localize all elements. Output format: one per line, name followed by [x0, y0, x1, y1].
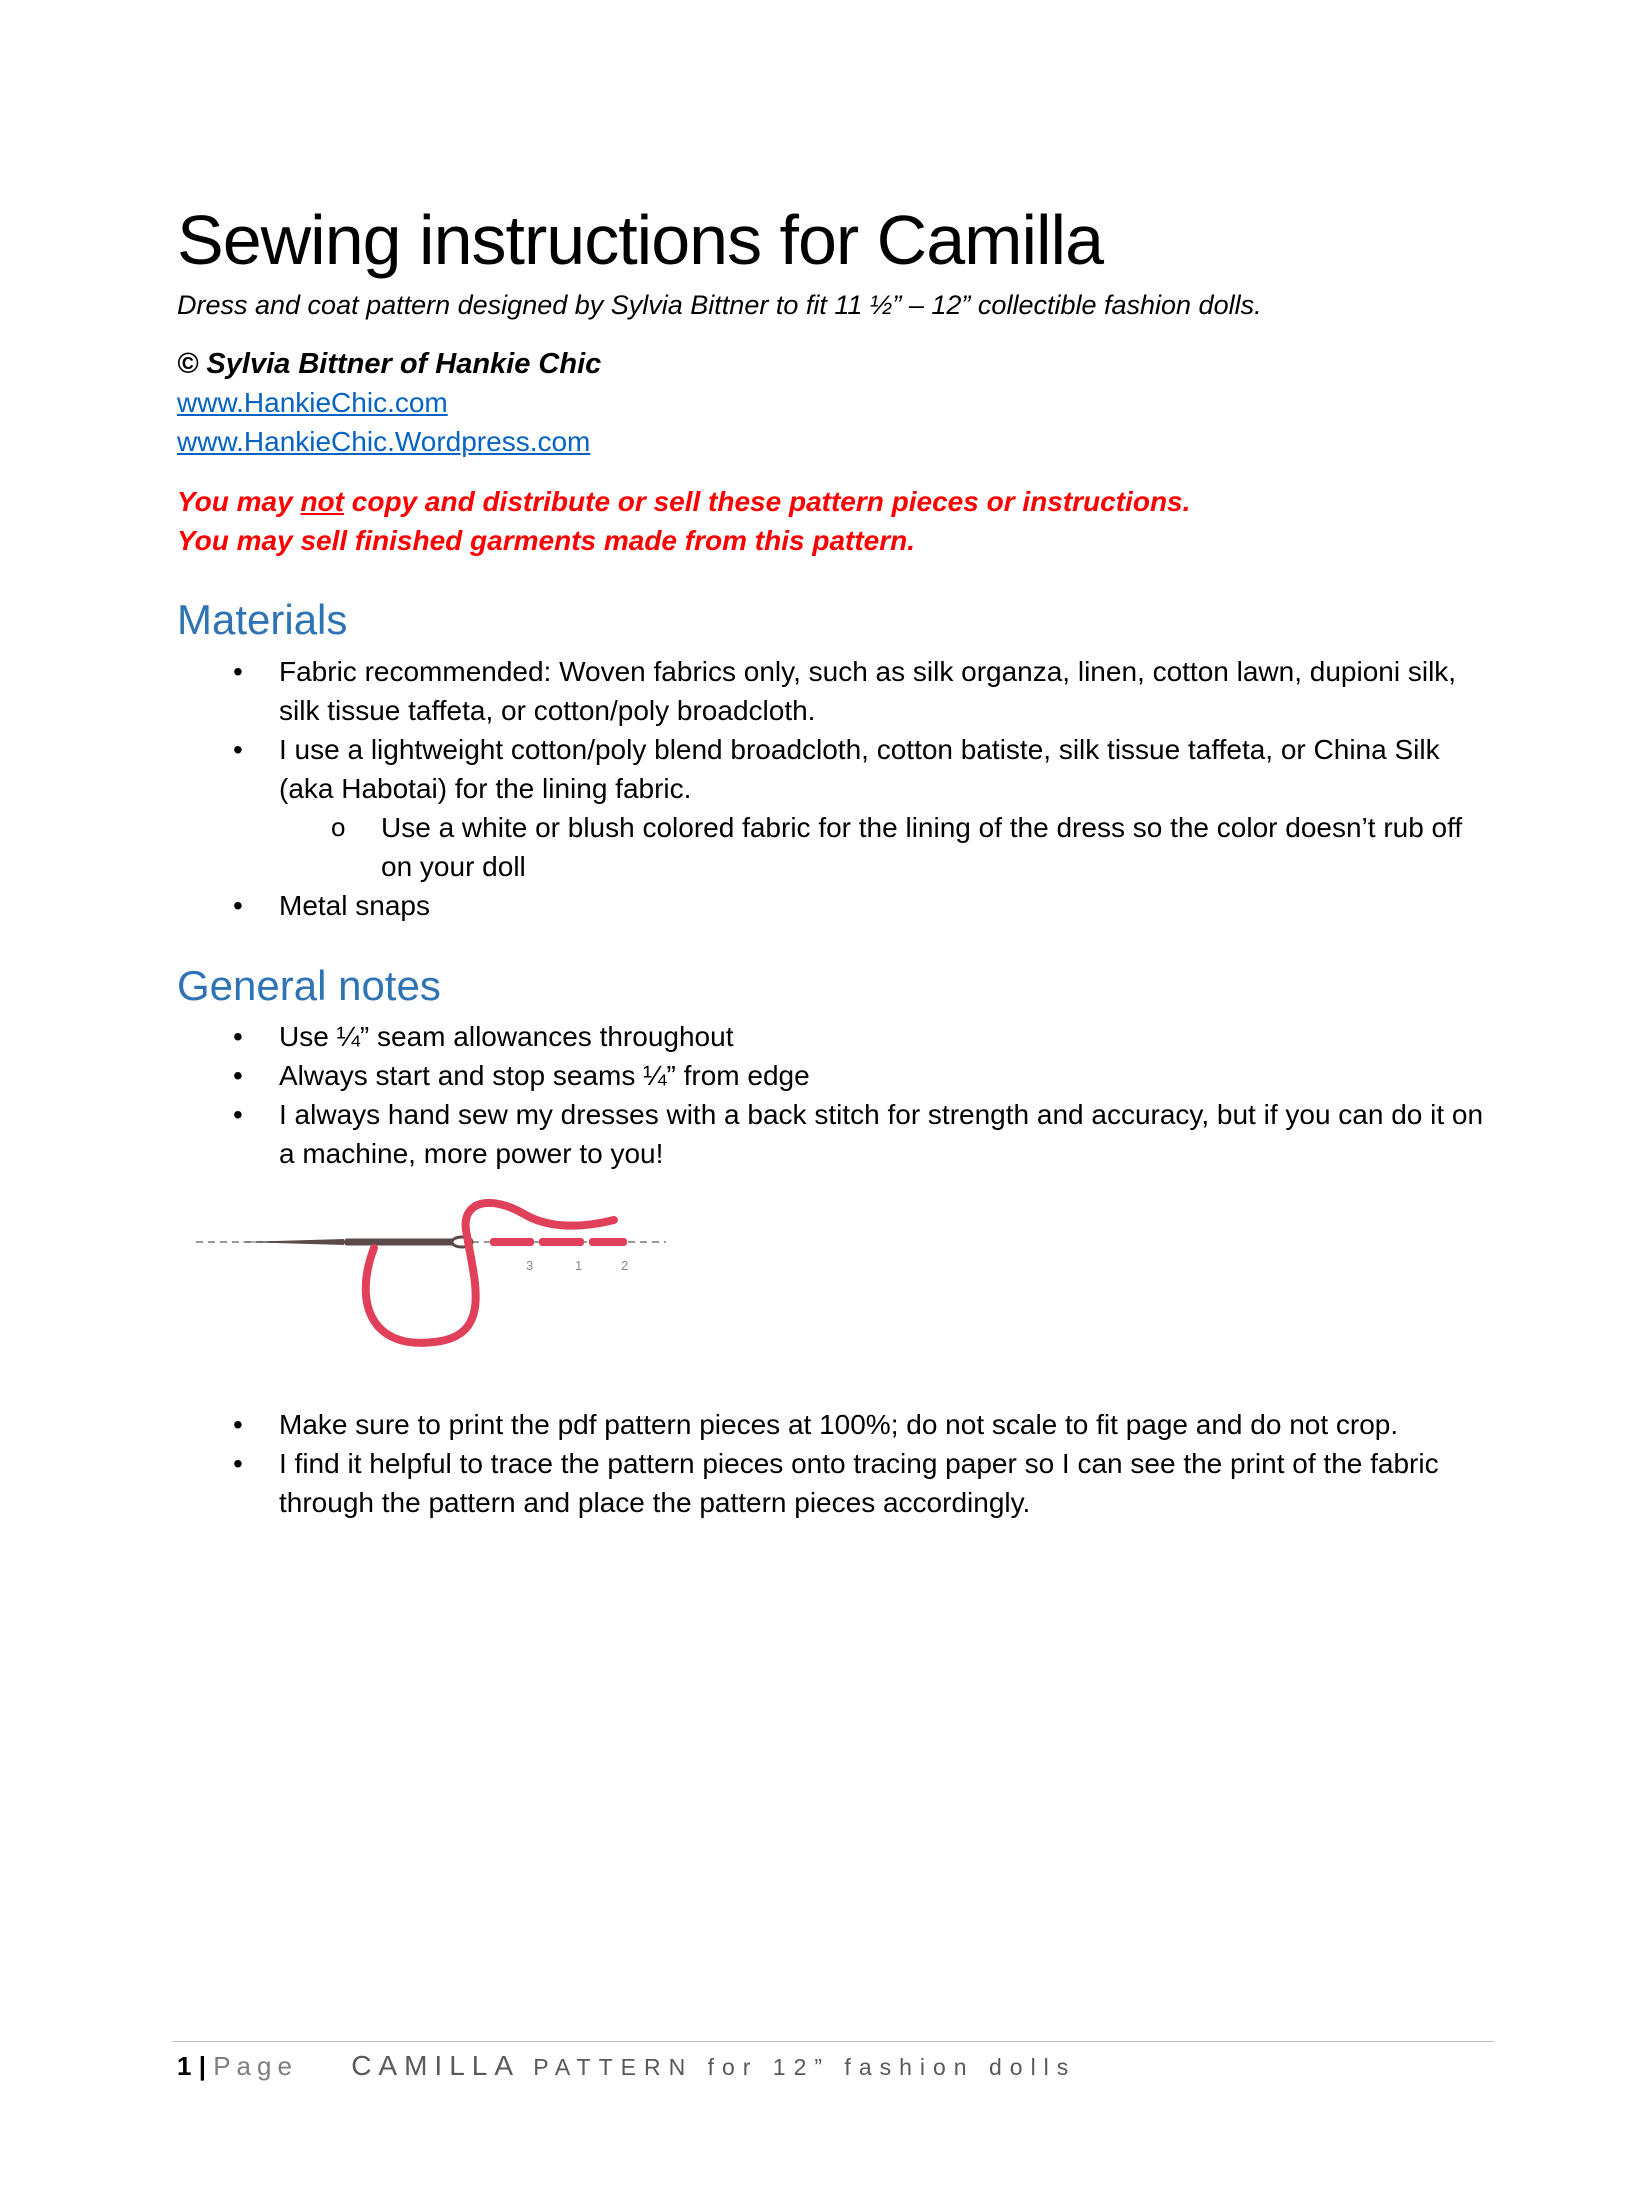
bullet-icon: •	[233, 1099, 243, 1130]
list-item: • Always start and stop seams ¼” from edge	[177, 1056, 1497, 1095]
page-title: Sewing instructions for Camilla	[177, 201, 1104, 279]
bullet-icon: •	[233, 1021, 243, 1052]
page-label: Page	[213, 2051, 298, 2081]
back-stitch-illustration	[194, 1190, 674, 1360]
list-item: • I always hand sew my dresses with a back stitch for strength and accuracy, but if you can do it on a machine, more power to you!	[177, 1095, 1497, 1173]
bullet-icon: •	[233, 734, 243, 765]
stitch-number: 1	[575, 1258, 583, 1273]
copy-warning: You may not copy and distribute or sell these pattern pieces or instructions.	[177, 486, 1191, 517]
copyright-line: © Sylvia Bittner of Hankie Chic	[177, 348, 602, 380]
list-subitem: o Use a white or blush colored fabric for the lining of the dress so the color doesn’t rub off on your doll	[279, 808, 1497, 886]
copy-warning-emphasis: not	[300, 486, 344, 517]
list-item: • Fabric recommended: Woven fabrics only, such as silk organza, linen, cotton lawn, dupioni silk, silk tissue taffeta, or cotton/poly broadcloth.	[177, 652, 1497, 730]
link-hankiechic-wordpress[interactable]: www.HankieChic.Wordpress.com	[177, 426, 591, 457]
general-notes-heading: General notes	[177, 962, 441, 1009]
page-number: 1	[177, 2051, 192, 2081]
circle-bullet-icon: o	[331, 812, 346, 842]
list-item: • I use a lightweight cotton/poly blend broadcloth, cotton batiste, silk tissue taffeta, or China Silk (aka Habotai) for the lining fabric. o Use a white or blush colored fabric for the lining of the dress so the color doesn’t rub off on your doll	[177, 730, 1497, 886]
stitch-segment	[539, 1238, 584, 1246]
bullet-icon: •	[233, 890, 243, 921]
bullet-icon: •	[233, 1448, 243, 1479]
list-item: • Metal snaps	[177, 886, 1497, 925]
bullet-icon: •	[233, 1409, 243, 1440]
stitch-number: 2	[621, 1258, 629, 1273]
materials-sublist	[279, 808, 1497, 886]
needle-icon	[239, 1239, 344, 1245]
stitch-segment	[490, 1238, 534, 1246]
general-notes-list-continued	[177, 1405, 1497, 1522]
page-subtitle: Dress and coat pattern designed by Sylvia Bittner to fit 11 ½” – 12” collectible fashion dolls.	[177, 290, 1262, 320]
page-footer	[177, 2050, 1076, 2082]
stitch-segment	[589, 1238, 627, 1246]
list-item: • I find it helpful to trace the pattern pieces onto tracing paper so I can see the print of the fabric through the pattern and place the pattern pieces accordingly.	[177, 1444, 1497, 1522]
materials-list	[177, 652, 1497, 925]
list-item: • Use ¼” seam allowances throughout	[177, 1017, 1497, 1056]
stitch-number: 3	[526, 1258, 534, 1273]
bullet-icon: •	[233, 656, 243, 687]
list-item: • Make sure to print the pdf pattern pieces at 100%; do not scale to fit page and do not crop.	[177, 1405, 1497, 1444]
link-hankiechic[interactable]: www.HankieChic.com	[177, 387, 448, 418]
needle-body	[344, 1239, 469, 1246]
footer-document-title: CAMILLA PATTERN for 12” fashion dolls	[351, 2050, 1077, 2081]
materials-heading: Materials	[177, 596, 348, 643]
footer-separator: |	[198, 2051, 206, 2081]
sell-permission: You may sell finished garments made from this pattern.	[177, 525, 916, 556]
general-notes-list	[177, 1017, 1497, 1173]
footer-divider	[172, 2041, 1494, 2042]
bullet-icon: •	[233, 1060, 243, 1091]
